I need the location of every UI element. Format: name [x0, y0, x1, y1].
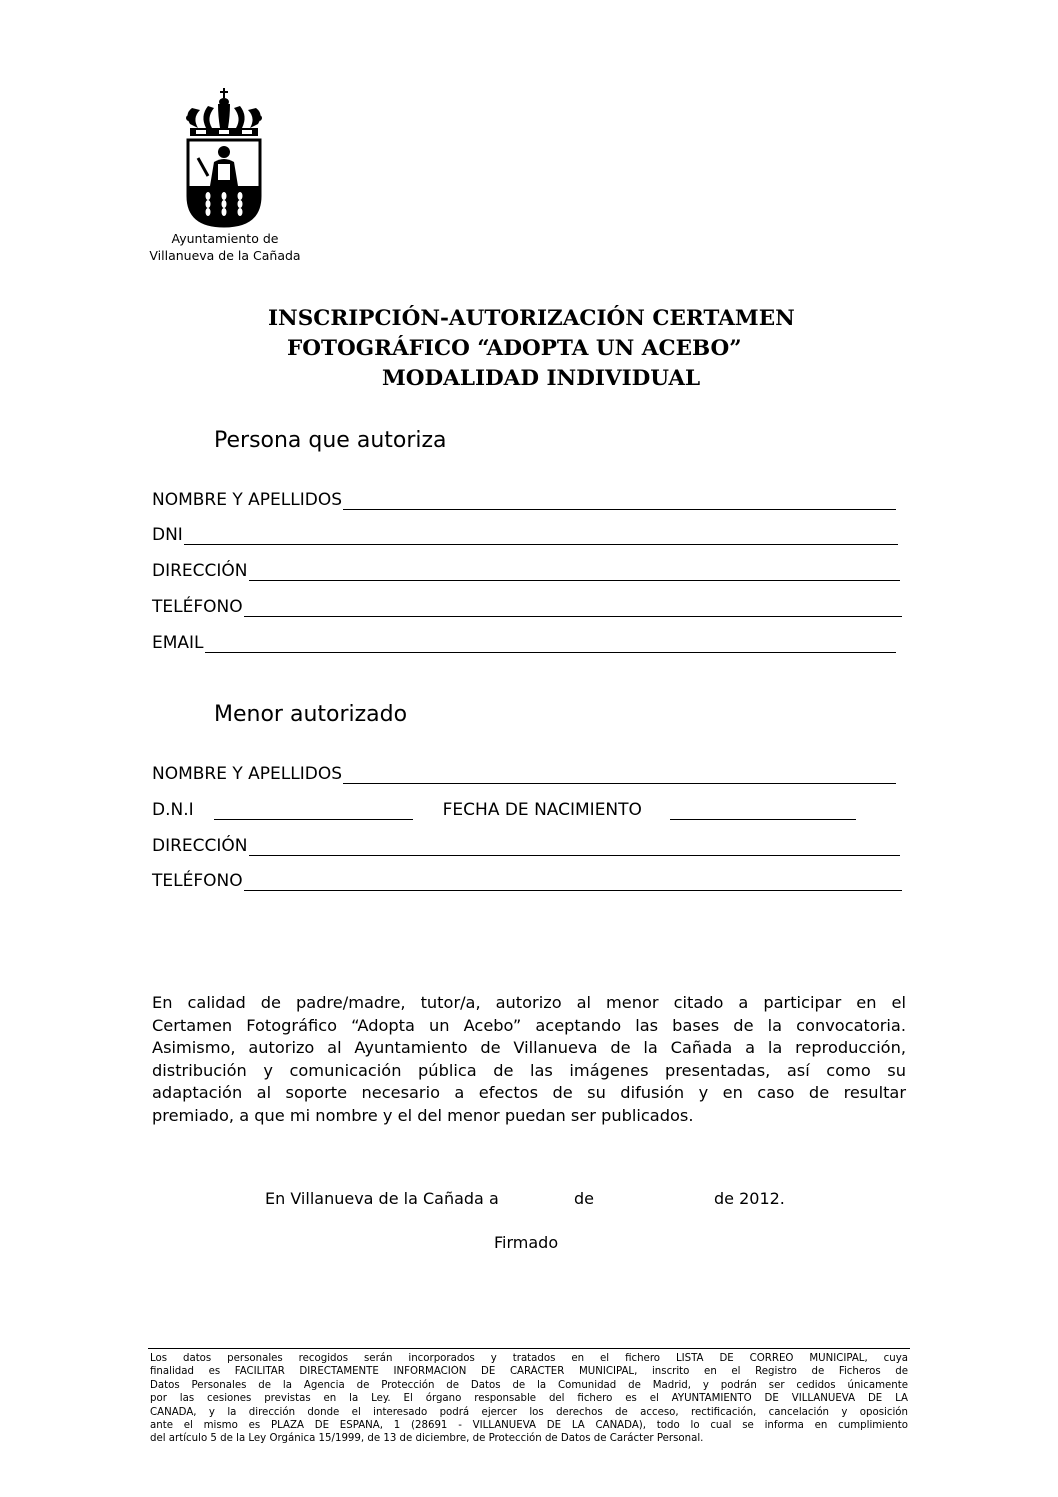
footer-line: ante el mismo es PLAZA DE ESPAÑA, 1 (28691 - VILLANUEVA DE LA CAÑADA), todo lo cual se informa en cumplimiento: [150, 1420, 908, 1432]
paragraph-line: adaptación al soporte necesario a efectos de su difusión y en caso de resultar: [152, 1083, 906, 1102]
birthdate-fill-line[interactable]: [670, 799, 856, 820]
dni-fill-line[interactable]: [214, 799, 413, 820]
field-label: DNI: [152, 525, 183, 545]
fill-line[interactable]: [244, 870, 902, 891]
field-label: NOMBRE Y APELLIDOS: [152, 764, 343, 784]
footer-line: Datos Personales de la Agencia de Protección de Datos de la Comunidad de Madrid, y podrán ser cedidos únicamente: [150, 1379, 908, 1391]
footer-line: del artículo 5 de la Ley Orgánica 15/1999, de 13 de diciembre, de Protección de Datos de Carácter Personal.: [150, 1433, 704, 1445]
date-year-text: de 2012.: [714, 1189, 785, 1208]
footer-line: CAÑADA, y la dirección donde el interesado podrá ejercer los derechos de acceso, rectificación, cancelación y oposición: [150, 1406, 908, 1418]
title-line1: INSCRIPCIÓN-AUTORIZACIÓN CERTAMEN: [268, 306, 795, 331]
field-label-birthdate: FECHA DE NACIMIENTO: [442, 800, 642, 820]
paragraph-line: En calidad de padre/madre, tutor/a, autorizo al menor citado a participar en el: [152, 993, 906, 1012]
footer-line: por las cesiones previstas en la Ley. El órgano responsable del fichero es el AYUNTAMIENTO DE VILLANUEVA DE LA: [150, 1393, 908, 1405]
field-label: TELÉFONO: [152, 871, 243, 891]
date-de-text: de: [574, 1189, 594, 1208]
fill-line[interactable]: [244, 596, 902, 617]
minor-phone-field[interactable]: [152, 867, 902, 891]
paragraph-line: Certamen Fotográfico “Adopta un Acebo” aceptando las bases de la convocatoria.: [152, 1015, 906, 1035]
field-label: DIRECCIÓN: [152, 561, 248, 581]
authorizer-address-field[interactable]: [152, 557, 900, 581]
fill-line[interactable]: [249, 560, 900, 581]
field-label: EMAIL: [152, 633, 204, 653]
fill-line[interactable]: [343, 489, 896, 510]
field-label: TELÉFONO: [152, 597, 243, 617]
fill-line[interactable]: [205, 632, 896, 653]
paragraph-line: premiado, a que mi nombre y el del menor puedan ser publicados.: [152, 1105, 694, 1125]
field-label: NOMBRE Y APELLIDOS: [152, 490, 343, 510]
paragraph-line: Asimismo, autorizo al Ayuntamiento de Villanueva de la Cañada a la reproducción,: [152, 1038, 906, 1057]
field-label: DIRECCIÓN: [152, 836, 248, 856]
title-line3: MODALIDAD INDIVIDUAL: [382, 366, 701, 391]
section-heading-authorizer: Persona que autoriza: [214, 428, 447, 453]
coat-of-arms-logo: [178, 86, 270, 230]
fill-line[interactable]: [249, 835, 900, 856]
document-title: [200, 304, 920, 394]
authorization-paragraph: [152, 992, 906, 1127]
authorizer-email-field[interactable]: [152, 629, 896, 653]
place-text: En Villanueva de la Cañada a: [265, 1189, 499, 1208]
paragraph-line: distribución y comunicación pública de las imágenes presentadas, así como su: [152, 1060, 906, 1080]
footer-line: finalidad es FACILITAR DIRECTAMENTE INFORMACIÓN DE CARÁCTER MUNICIPAL, inscrito en el Registro de Ficheros de: [150, 1366, 908, 1378]
title-line2: FOTOGRÁFICO “ADOPTA UN ACEBO”: [287, 336, 742, 361]
logo-caption-line2: Villanueva de la Cañada: [149, 248, 301, 263]
section-heading-minor: Menor autorizado: [214, 702, 408, 727]
footer-divider: [148, 1348, 910, 1349]
footer-line: Los datos personales recogidos serán incorporados y tratados en el fichero LISTA DE CORREO MUNICIPAL, cuya: [150, 1353, 908, 1364]
minor-name-field[interactable]: [152, 760, 896, 784]
authorizer-dni-field[interactable]: [152, 521, 898, 545]
minor-dni-birthdate-row: [152, 796, 902, 820]
logo-caption-line1: Ayuntamiento de: [171, 231, 279, 246]
logo-caption: [140, 230, 310, 264]
fill-line[interactable]: [184, 524, 898, 545]
signed-label: Firmado: [494, 1233, 559, 1252]
authorizer-phone-field[interactable]: [152, 593, 902, 617]
privacy-footer: [150, 1352, 908, 1446]
authorizer-name-field[interactable]: [152, 486, 896, 510]
fill-line[interactable]: [343, 763, 896, 784]
minor-address-field[interactable]: [152, 832, 900, 856]
field-label-dni: D.N.I: [152, 800, 194, 820]
